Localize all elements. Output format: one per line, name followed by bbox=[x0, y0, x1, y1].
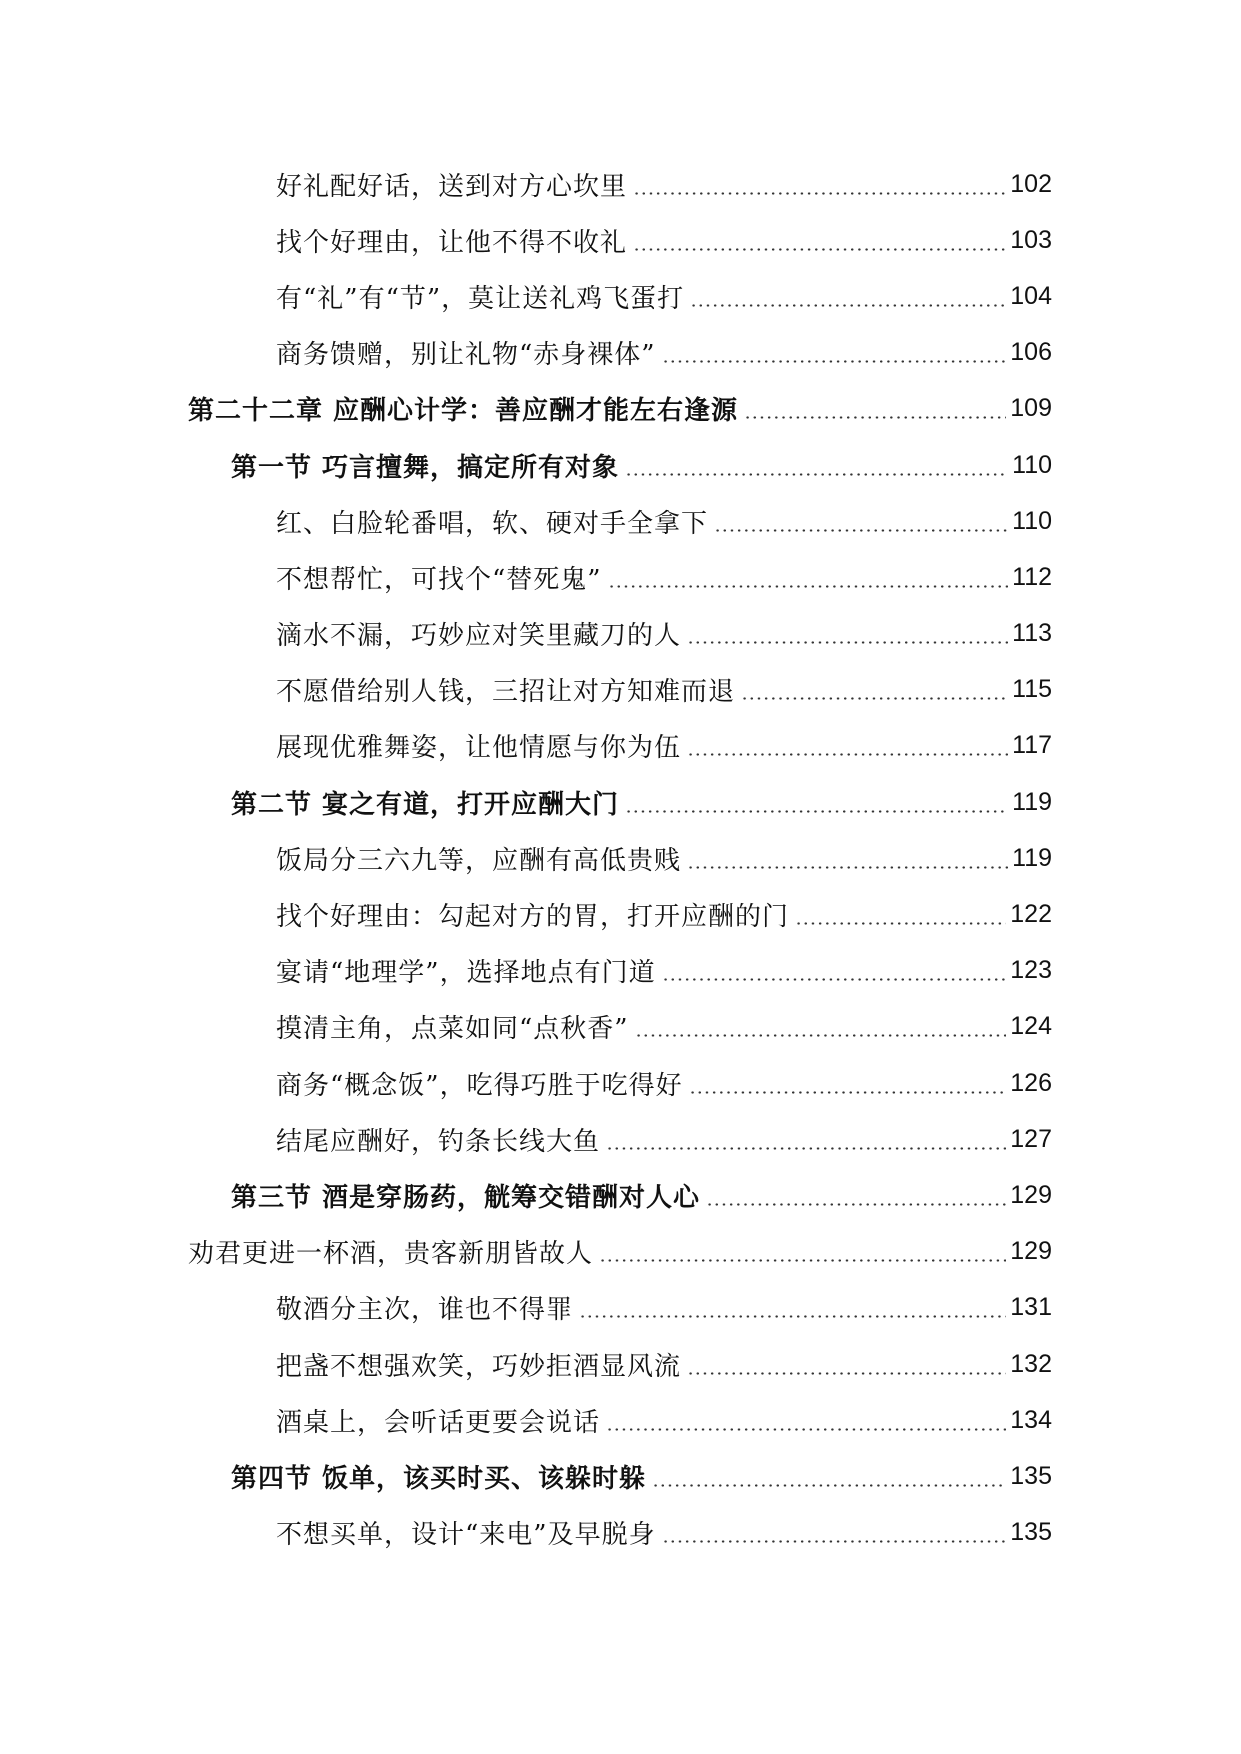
toc-entry-page-number: 129 bbox=[1010, 1180, 1052, 1209]
dot-leader bbox=[795, 922, 1006, 925]
toc-entry-page-number: 134 bbox=[1010, 1405, 1052, 1434]
toc-entry[interactable] bbox=[0, 212, 1241, 268]
toc-entry-page-number: 129 bbox=[1010, 1237, 1052, 1266]
toc-entry[interactable] bbox=[0, 886, 1241, 942]
toc-entry-title: 摸清主角，点菜如同“点秋香” bbox=[276, 1014, 629, 1045]
toc-entry-page-number: 132 bbox=[1010, 1349, 1052, 1378]
dot-leader bbox=[633, 192, 1006, 195]
dot-leader bbox=[714, 529, 1008, 532]
dot-leader bbox=[689, 1091, 1007, 1094]
toc-entry[interactable] bbox=[0, 1392, 1241, 1448]
toc-entry-title: 第二十二章 应酬心计学：善应酬才能左右逢源 bbox=[188, 396, 739, 427]
dot-leader bbox=[662, 1540, 1007, 1543]
toc-entry-title: 好礼配好话，送到对方心坎里 bbox=[276, 171, 628, 202]
toc-entry-title: 展现优雅舞姿，让他情愿与你为伍 bbox=[276, 733, 682, 764]
dot-leader bbox=[608, 585, 1009, 588]
toc-entry[interactable] bbox=[0, 718, 1241, 774]
toc-entry-page-number: 117 bbox=[1012, 731, 1052, 760]
toc-entry-page-number: 124 bbox=[1010, 1012, 1052, 1041]
toc-entry-title: 商务馈赠，别让礼物“赤身裸体” bbox=[276, 340, 656, 371]
toc-entry[interactable] bbox=[0, 830, 1241, 886]
toc-entry-title: 劝君更进一杯酒，贵客新朋皆故人 bbox=[188, 1239, 594, 1270]
toc-entry-title: 第三节 酒是穿肠药，觥筹交错酬对人心 bbox=[231, 1182, 701, 1213]
toc-entry-title: 第四节 饭单，该买时买、该躲时躲 bbox=[231, 1463, 647, 1494]
toc-entry-page-number: 119 bbox=[1012, 843, 1052, 872]
dot-leader bbox=[625, 810, 1008, 813]
toc-entry-page-number: 135 bbox=[1010, 1518, 1052, 1547]
toc-entry-title: 红、白脸轮番唱，软、硬对手全拿下 bbox=[276, 508, 709, 539]
toc-entry-title: 滴水不漏，巧妙应对笑里藏刀的人 bbox=[276, 621, 682, 652]
toc-entry-title: 找个好理由，让他不得不收礼 bbox=[276, 227, 628, 258]
toc-entry-title: 不想帮忙，可找个“替死鬼” bbox=[276, 564, 602, 595]
toc-entry-page-number: 102 bbox=[1010, 169, 1052, 198]
toc-entry-page-number: 122 bbox=[1010, 900, 1052, 929]
toc-entry-page-number: 110 bbox=[1012, 506, 1052, 535]
dot-leader bbox=[599, 1259, 1006, 1262]
toc-entry[interactable] bbox=[0, 1336, 1241, 1392]
toc-entry-title: 宴请“地理学”，选择地点有门道 bbox=[276, 958, 656, 989]
toc-entry-page-number: 112 bbox=[1012, 562, 1052, 591]
dot-leader bbox=[579, 1315, 1006, 1318]
toc-entry-page-number: 119 bbox=[1012, 787, 1052, 816]
toc-entry[interactable] bbox=[0, 1111, 1241, 1167]
toc-entry[interactable] bbox=[0, 1224, 1241, 1280]
dot-leader bbox=[606, 1147, 1006, 1150]
toc-entry-page-number: 113 bbox=[1012, 619, 1052, 648]
toc-entry-title: 结尾应酬好，钓条长线大鱼 bbox=[276, 1126, 601, 1157]
toc-entry-title: 不愿借给别人钱，三招让对方知难而退 bbox=[276, 677, 736, 708]
dot-leader bbox=[635, 1034, 1007, 1037]
toc-entry[interactable] bbox=[0, 549, 1241, 605]
toc-entry-page-number: 123 bbox=[1010, 956, 1052, 985]
toc-entry[interactable] bbox=[0, 1505, 1241, 1561]
toc-entry-page-number: 135 bbox=[1010, 1461, 1052, 1490]
toc-entry[interactable] bbox=[0, 606, 1241, 662]
toc-entry[interactable] bbox=[0, 774, 1241, 830]
toc-entry-page-number: 131 bbox=[1010, 1293, 1052, 1322]
toc-entry[interactable] bbox=[0, 1167, 1241, 1223]
toc-entry-title: 敬酒分主次，谁也不得罪 bbox=[276, 1295, 574, 1326]
toc-entry-title: 第二节 宴之有道，打开应酬大门 bbox=[231, 789, 620, 820]
toc-entry[interactable] bbox=[0, 437, 1241, 493]
toc-entry-title: 商务“概念饭”，吃得巧胜于吃得好 bbox=[276, 1070, 683, 1101]
toc-entry-page-number: 127 bbox=[1010, 1124, 1052, 1153]
dot-leader bbox=[633, 248, 1006, 251]
toc-entry-page-number: 126 bbox=[1010, 1068, 1052, 1097]
toc-entry-page-number: 106 bbox=[1010, 338, 1052, 367]
dot-leader bbox=[690, 304, 1006, 307]
toc-entry-title: 把盏不想强欢笑，巧妙拒酒显风流 bbox=[276, 1351, 682, 1382]
toc-entry[interactable] bbox=[0, 381, 1241, 437]
toc-entry-title: 有“礼”有“节”，莫让送礼鸡飞蛋打 bbox=[276, 283, 685, 314]
dot-leader bbox=[687, 1372, 1006, 1375]
dot-leader bbox=[625, 473, 1008, 476]
toc-entry[interactable] bbox=[0, 325, 1241, 381]
toc-entry-page-number: 110 bbox=[1012, 450, 1052, 479]
toc-entry-title: 不想买单，设计“来电”及早脱身 bbox=[276, 1520, 656, 1551]
toc-entry[interactable] bbox=[0, 999, 1241, 1055]
dot-leader bbox=[652, 1484, 1006, 1487]
toc-entry-page-number: 109 bbox=[1010, 394, 1052, 423]
dot-leader bbox=[741, 697, 1008, 700]
dot-leader bbox=[662, 978, 1007, 981]
toc-entry[interactable] bbox=[0, 493, 1241, 549]
dot-leader bbox=[662, 360, 1007, 363]
toc-entry[interactable] bbox=[0, 1280, 1241, 1336]
dot-leader bbox=[744, 416, 1006, 419]
toc-entry-page-number: 103 bbox=[1010, 225, 1052, 254]
toc-entry-title: 第一节 巧言擅舞，搞定所有对象 bbox=[231, 452, 620, 483]
toc-entry[interactable] bbox=[0, 662, 1241, 718]
table-of-contents bbox=[0, 156, 1241, 1561]
toc-entry-page-number: 115 bbox=[1012, 675, 1052, 704]
toc-entry[interactable] bbox=[0, 156, 1241, 212]
toc-entry[interactable] bbox=[0, 1055, 1241, 1111]
dot-leader bbox=[687, 641, 1008, 644]
toc-entry-page-number: 104 bbox=[1010, 281, 1052, 310]
dot-leader bbox=[687, 866, 1008, 869]
toc-entry[interactable] bbox=[0, 268, 1241, 324]
dot-leader bbox=[606, 1428, 1006, 1431]
dot-leader bbox=[687, 753, 1008, 756]
toc-entry[interactable] bbox=[0, 943, 1241, 999]
toc-entry[interactable] bbox=[0, 1448, 1241, 1504]
dot-leader bbox=[706, 1203, 1006, 1206]
toc-entry-title: 找个好理由：勾起对方的胃，打开应酬的门 bbox=[276, 902, 790, 933]
toc-entry-title: 酒桌上，会听话更要会说话 bbox=[276, 1407, 601, 1438]
toc-entry-title: 饭局分三六九等，应酬有高低贵贱 bbox=[276, 845, 682, 876]
